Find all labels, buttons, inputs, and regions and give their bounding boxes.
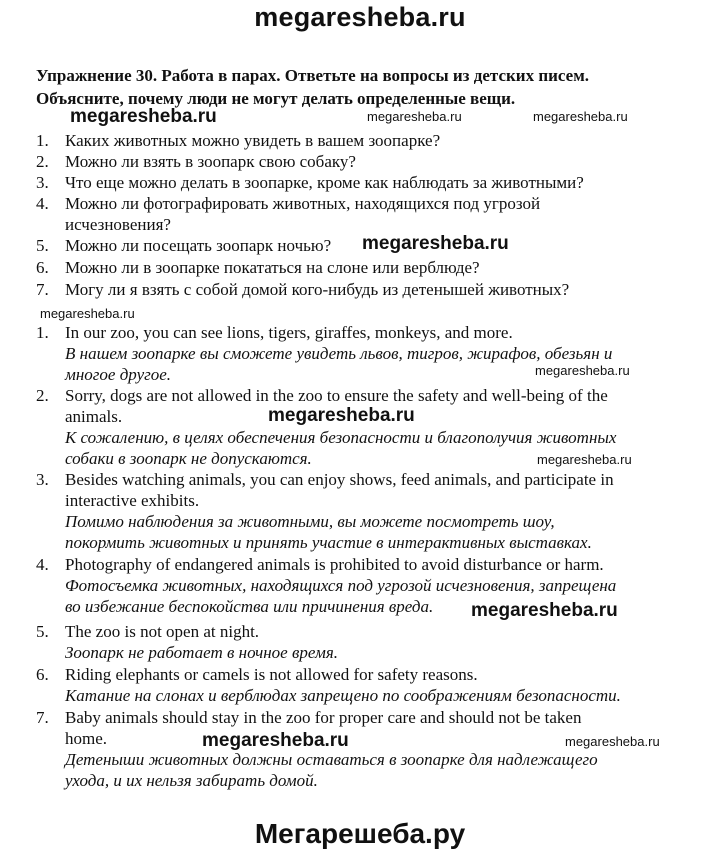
- question-text: Что еще можно делать в зоопарке, кроме как наблюдать за животными?: [65, 173, 584, 192]
- question-number: 2.: [36, 152, 49, 171]
- answer-russian: покормить животных и принять участие в интерактивных выставках.: [65, 533, 592, 552]
- watermark-text: megaresheba.ru: [537, 452, 632, 467]
- answer-english: In our zoo, you can see lions, tigers, giraffes, monkeys, and more.: [65, 323, 513, 342]
- question-number: 3.: [36, 173, 49, 192]
- answer-number: 6.: [36, 665, 49, 684]
- exercise-title-line-2: Объясните, почему люди не могут делать определенные вещи.: [36, 89, 516, 108]
- watermark-text: megaresheba.ru: [40, 306, 135, 321]
- question-text: Можно ли взять в зоопарк свою собаку?: [65, 152, 356, 171]
- watermark-text: megaresheba.ru: [471, 600, 618, 621]
- answer-english: Riding elephants or camels is not allowed for safety reasons.: [65, 665, 478, 684]
- answer-number: 7.: [36, 708, 49, 727]
- answer-english: Photography of endangered animals is prohibited to avoid disturbance or harm.: [65, 555, 604, 574]
- question-number: 7.: [36, 280, 49, 299]
- watermark-text: megaresheba.ru: [367, 109, 462, 124]
- question-text: Могу ли я взять с собой домой кого-нибудь из детенышей животных?: [65, 280, 570, 299]
- answer-russian: В нашем зоопарке вы сможете увидеть львов, тигров, жирафов, обезьян и: [65, 344, 613, 363]
- answer-english: Besides watching animals, you can enjoy shows, feed animals, and participate in: [65, 470, 614, 489]
- answer-english: Sorry, dogs are not allowed in the zoo to ensure the safety and well-being of the: [65, 386, 608, 405]
- question-number: 5.: [36, 236, 49, 255]
- answer-english: animals.: [65, 407, 123, 426]
- watermark-text: megaresheba.ru: [362, 233, 509, 254]
- site-footer-logo: Мегарешеба.ру: [254, 818, 466, 849]
- question-text: исчезновения?: [65, 215, 171, 234]
- exercise-title-line-1: Упражнение 30. Работа в парах. Ответьте на вопросы из детских писем.: [36, 66, 590, 85]
- watermark-text: megaresheba.ru: [533, 109, 628, 124]
- watermark-text: megaresheba.ru: [535, 363, 630, 378]
- answer-russian: во избежание беспокойства или причинения вреда.: [65, 597, 434, 616]
- answer-russian: собаки в зоопарк не допускаются.: [65, 449, 312, 468]
- answer-english: home.: [65, 729, 108, 748]
- answer-russian: многое другое.: [65, 365, 172, 384]
- answer-russian: Детеныши животных должны оставаться в зоопарке для надлежащего: [65, 750, 598, 769]
- answer-number: 3.: [36, 470, 49, 489]
- answer-russian: Катание на слонах и верблюдах запрещено по соображениям безопасности.: [65, 686, 621, 705]
- question-text: Можно ли фотографировать животных, находящихся под угрозой: [65, 194, 541, 213]
- answer-russian: Помимо наблюдения за животными, вы можете посмотреть шоу,: [65, 512, 555, 531]
- question-text: Каких животных можно увидеть в вашем зоопарке?: [65, 131, 441, 150]
- answer-number: 2.: [36, 386, 49, 405]
- exercise-title: [36, 64, 696, 110]
- question-text: Можно ли посещать зоопарк ночью?: [65, 236, 332, 255]
- question-number: 1.: [36, 131, 49, 150]
- answer-russian: Зоопарк не работает в ночное время.: [65, 643, 338, 662]
- answer-english: Baby animals should stay in the zoo for proper care and should not be taken: [65, 708, 582, 727]
- answer-russian: К сожалению, в целях обеспечения безопасности и благополучия животных: [65, 428, 617, 447]
- site-header-logo: megaresheba.ru: [254, 2, 466, 32]
- answer-russian: Фотосъемка животных, находящихся под угрозой исчезновения, запрещена: [65, 576, 617, 595]
- question-number: 6.: [36, 258, 49, 277]
- answer-number: 1.: [36, 323, 49, 342]
- watermark-text: megaresheba.ru: [565, 734, 660, 749]
- question-number: 4.: [36, 194, 49, 213]
- watermark-text: megaresheba.ru: [202, 730, 349, 751]
- answer-english: The zoo is not open at night.: [65, 622, 260, 641]
- answer-russian: ухода, и их нельзя забирать домой.: [65, 771, 318, 790]
- watermark-text: megaresheba.ru: [70, 106, 217, 127]
- answer-english: interactive exhibits.: [65, 491, 200, 510]
- answer-number: 4.: [36, 555, 49, 574]
- watermark-text: megaresheba.ru: [268, 405, 415, 426]
- answer-number: 5.: [36, 622, 49, 641]
- question-text: Можно ли в зоопарке покататься на слоне или верблюде?: [65, 258, 480, 277]
